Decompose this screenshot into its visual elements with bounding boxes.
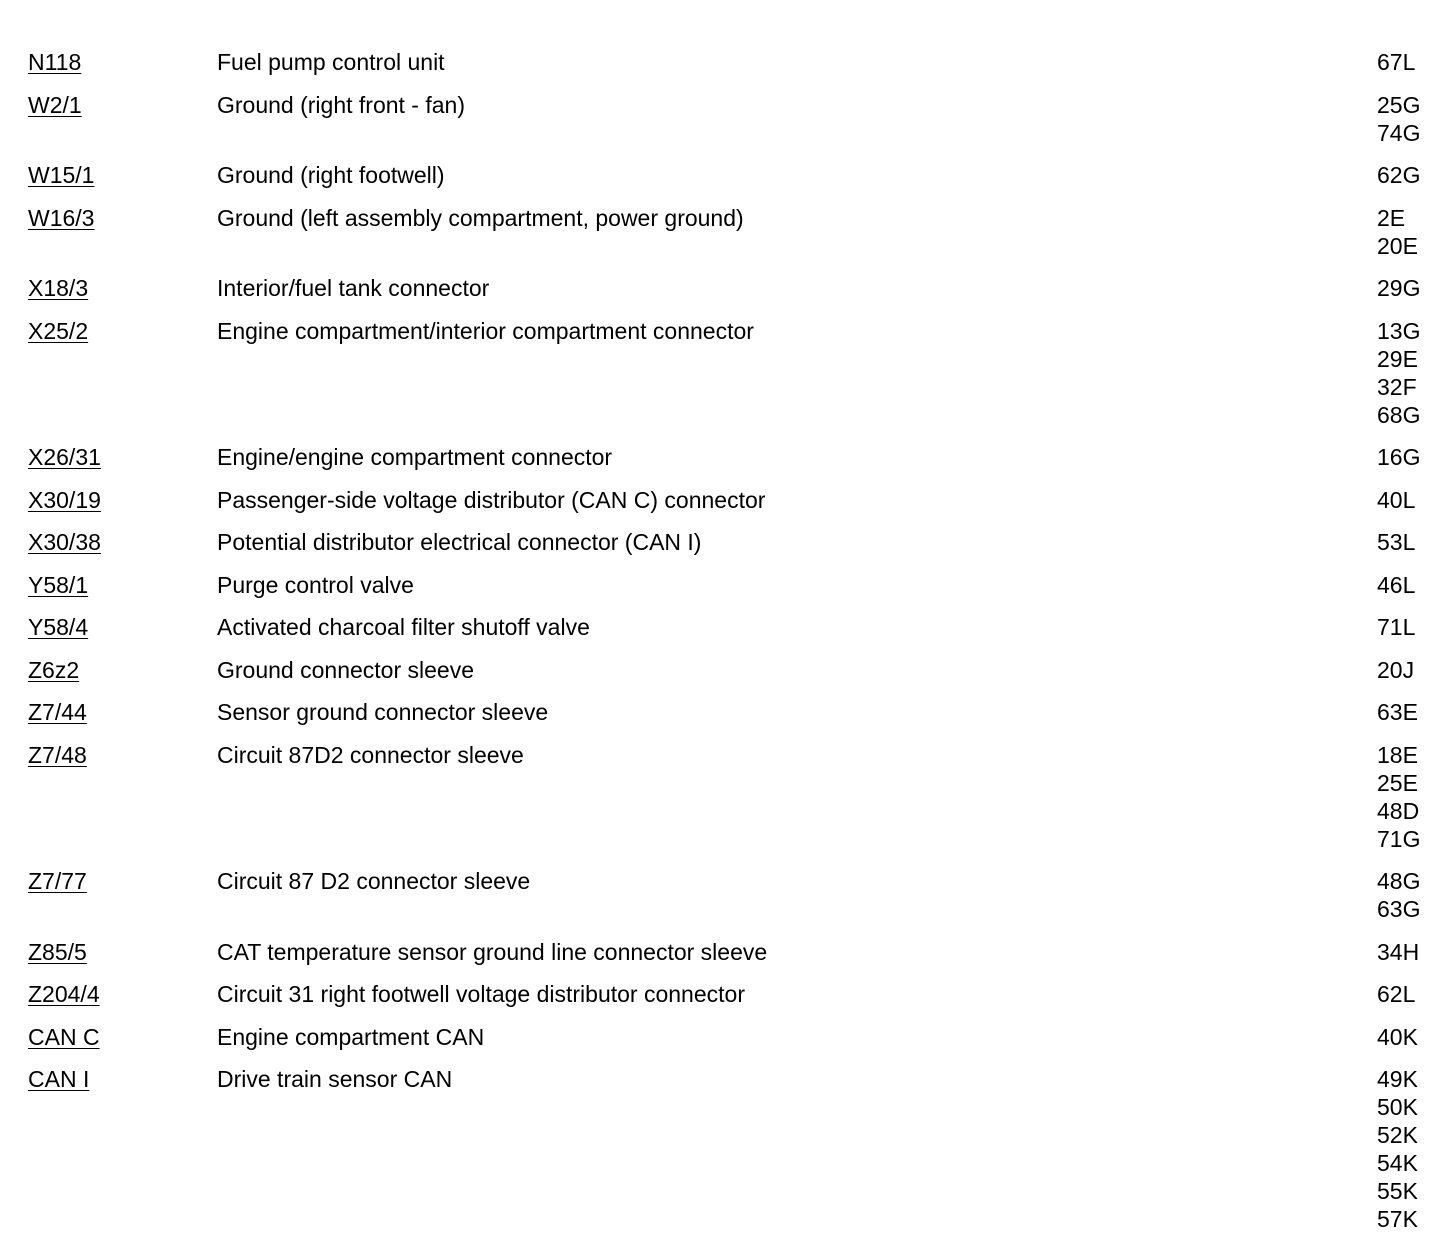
component-description: Engine compartment CAN [217,1024,485,1050]
legend-row [0,571,1456,599]
legend-row [0,938,1456,966]
component-code-link[interactable]: X26/31 [28,444,101,470]
component-code-link[interactable]: Z85/5 [28,939,87,965]
component-description: Potential distributor electrical connector (CAN I) [217,529,702,555]
legend-row [0,741,1456,853]
grid-coordinate: 48G [1377,868,1421,894]
component-code-link[interactable]: CAN C [28,1024,100,1050]
grid-coordinate: 74G [1377,120,1421,146]
grid-coordinate: 25G [1377,92,1421,118]
component-code-link[interactable]: X30/38 [28,529,101,555]
grid-coordinate: 62L [1377,981,1416,1007]
component-description: Activated charcoal filter shutoff valve [217,614,590,640]
legend-row [0,698,1456,726]
grid-coordinates [1377,1023,1447,1051]
grid-coordinates [1377,938,1447,966]
grid-coordinates [1377,204,1447,260]
component-code-link[interactable]: N118 [28,49,82,75]
component-code-link[interactable]: W15/1 [28,162,95,188]
grid-coordinate: 29G [1377,275,1421,301]
grid-coordinate: 46L [1377,572,1416,598]
legend-row [0,443,1456,471]
grid-coordinate: 55K [1377,1178,1418,1204]
legend-row [0,317,1456,429]
grid-coordinate: 68G [1377,402,1421,428]
grid-coordinate: 32F [1377,374,1417,400]
component-code-link[interactable]: Z7/48 [28,742,87,768]
grid-coordinate: 48D [1377,798,1420,824]
grid-coordinates [1377,91,1447,147]
grid-coordinate: 71G [1377,826,1421,852]
grid-coordinates [1377,48,1447,76]
component-description: Ground connector sleeve [217,657,474,683]
grid-coordinates [1377,980,1447,1008]
legend-row [0,91,1456,147]
grid-coordinate: 63G [1377,896,1421,922]
component-code-link[interactable]: Z6z2 [28,657,80,683]
grid-coordinates [1377,274,1447,302]
component-code-link[interactable]: W16/3 [28,205,95,231]
grid-coordinates [1377,656,1447,684]
grid-coordinate: 16G [1377,444,1421,470]
grid-coordinates [1377,741,1447,853]
legend-row [0,1065,1456,1233]
component-description: Purge control valve [217,572,414,598]
grid-coordinates [1377,867,1447,923]
grid-coordinate: 63E [1377,699,1418,725]
component-description: Ground (right footwell) [217,162,445,188]
component-code-link[interactable]: Z7/44 [28,699,87,725]
component-description: Ground (right front - fan) [217,92,465,118]
grid-coordinate: 62G [1377,162,1421,188]
legend-row [0,486,1456,514]
grid-coordinate: 20E [1377,233,1418,259]
grid-coordinates [1377,486,1447,514]
component-description: Circuit 87 D2 connector sleeve [217,868,531,894]
component-description: Sensor ground connector sleeve [217,699,549,725]
component-code-link[interactable]: Z204/4 [28,981,100,1007]
component-description: CAT temperature sensor ground line connector sleeve [217,939,768,965]
grid-coordinates [1377,317,1447,429]
grid-coordinate: 52K [1377,1122,1418,1148]
grid-coordinate: 34H [1377,939,1420,965]
component-code-link[interactable]: W2/1 [28,92,82,118]
grid-coordinates [1377,698,1447,726]
grid-coordinate: 2E [1377,205,1406,231]
grid-coordinate: 54K [1377,1150,1418,1176]
grid-coordinate: 57K [1377,1206,1418,1232]
component-description: Engine/engine compartment connector [217,444,613,470]
legend-row [0,656,1456,684]
legend-row [0,1023,1456,1051]
grid-coordinate: 18E [1377,742,1418,768]
legend-row [0,48,1456,76]
component-code-link[interactable]: CAN I [28,1066,90,1092]
legend-row [0,867,1456,923]
grid-coordinate: 40K [1377,1024,1418,1050]
component-code-link[interactable]: Y58/4 [28,614,89,640]
grid-coordinate: 49K [1377,1066,1418,1092]
grid-coordinate: 13G [1377,318,1421,344]
grid-coordinate: 53L [1377,529,1416,555]
grid-coordinates [1377,528,1447,556]
component-description: Fuel pump control unit [217,49,445,75]
grid-coordinate: 40L [1377,487,1416,513]
component-code-link[interactable]: Z7/77 [28,868,87,894]
component-description: Drive train sensor CAN [217,1066,453,1092]
grid-coordinates [1377,613,1447,641]
grid-coordinate: 71L [1377,614,1416,640]
component-description: Interior/fuel tank connector [217,275,490,301]
legend-row [0,528,1456,556]
component-code-link[interactable]: X25/2 [28,318,89,344]
component-description: Engine compartment/interior compartment connector [217,318,754,344]
component-code-link[interactable]: X18/3 [28,275,89,301]
component-code-link[interactable]: X30/19 [28,487,101,513]
grid-coordinates [1377,571,1447,599]
legend-row [0,980,1456,1008]
grid-coordinate: 67L [1377,49,1416,75]
grid-coordinates [1377,161,1447,189]
component-description: Ground (left assembly compartment, power ground) [217,205,744,231]
legend-row [0,274,1456,302]
grid-coordinate: 25E [1377,770,1418,796]
component-code-link[interactable]: Y58/1 [28,572,89,598]
component-description: Circuit 87D2 connector sleeve [217,742,524,768]
grid-coordinate: 50K [1377,1094,1418,1120]
legend-row [0,204,1456,260]
grid-coordinates [1377,443,1447,471]
grid-coordinate: 20J [1377,657,1415,683]
grid-coordinates [1377,1065,1447,1233]
legend-row [0,161,1456,189]
grid-coordinate: 29E [1377,346,1418,372]
component-description: Passenger-side voltage distributor (CAN C) connector [217,487,766,513]
legend-row [0,613,1456,641]
component-description: Circuit 31 right footwell voltage distributor connector [217,981,745,1007]
